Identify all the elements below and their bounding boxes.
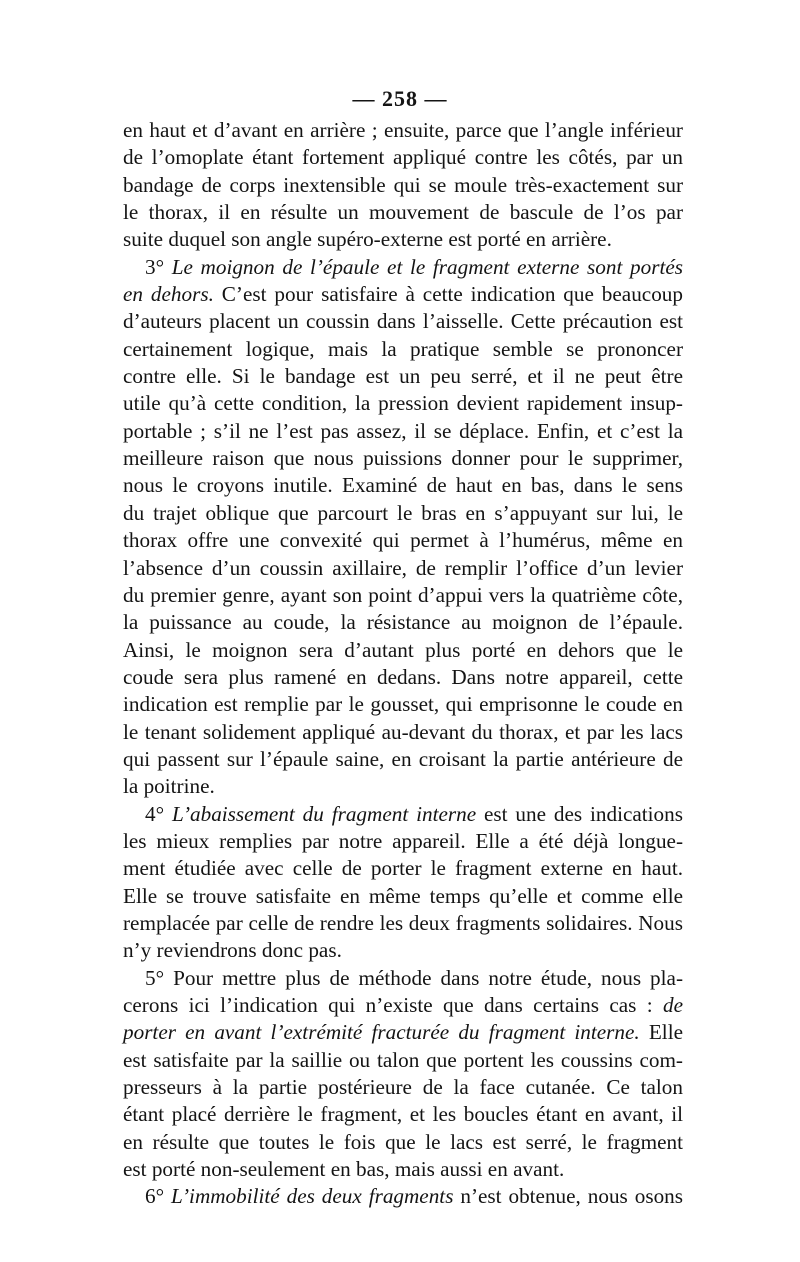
italic-text: porter en avant l’extrémité fracturée du fragment interne. xyxy=(123,1020,640,1045)
text-line xyxy=(123,719,683,746)
text-line xyxy=(123,1129,683,1156)
text-segment: le thorax, il en résulte un mouvement de bascule de l’os par xyxy=(123,200,683,225)
text-segment: en haut et d’avant en arrière ; ensuite, parce que l’angle inférieur xyxy=(123,118,683,142)
text-line xyxy=(123,418,683,445)
text-line xyxy=(123,254,683,281)
text-segment: le tenant solidement appliqué au-devant du thorax, et par les lacs xyxy=(123,719,683,744)
text-segment: la puissance au coude, la résistance au moignon de l’épaule. xyxy=(123,610,683,635)
text-segment: remplacée par celle de rendre les deux fragments solidaires. Nous xyxy=(123,910,683,935)
text-line xyxy=(123,1074,683,1101)
text-line xyxy=(123,363,683,390)
body-text xyxy=(123,117,683,1211)
text-segment: 3° xyxy=(145,254,172,279)
text-segment: coude sera plus ramené en dedans. Dans notre appareil, cette xyxy=(123,664,683,689)
text-segment: portable ; s’il ne l’est pas assez, il se déplace. Enfin, et c’est la xyxy=(123,418,683,443)
text-line xyxy=(123,855,683,882)
text-line xyxy=(123,883,683,910)
text-line xyxy=(123,801,683,828)
text-segment: étant placé derrière le fragment, et les boucles étant en avant, il xyxy=(123,1102,683,1127)
text-segment: bandage de corps inextensible qui se moule très-exactement sur xyxy=(123,172,683,197)
text-segment: est porté non-seulement en bas, mais aussi en avant. xyxy=(123,1157,565,1182)
text-segment: 4° xyxy=(145,801,172,826)
text-line xyxy=(123,555,683,582)
text-segment: C’est pour satisfaire à cette indication que beaucoup xyxy=(213,282,683,307)
text-line xyxy=(123,172,683,199)
text-line xyxy=(123,199,683,226)
text-line xyxy=(123,992,683,1019)
italic-text: L’abaissement du fragment interne xyxy=(171,801,477,826)
text-segment: est satisfaite par la saillie ou talon que portent les coussins com- xyxy=(123,1047,683,1072)
text-segment: presseurs à la partie postérieure de la face cutanée. Ce talon xyxy=(123,1075,683,1100)
text-segment: cerons ici l’indication qui n’existe que dans certains cas : xyxy=(123,993,663,1017)
text-segment: d’auteurs placent un coussin dans l’aisselle. Cette précaution est xyxy=(123,309,683,334)
text-segment: utile qu’à cette condition, la pression devient rapidement insup- xyxy=(123,391,683,416)
italic-text: Le moignon de l’épaule et le fragment externe sont portés xyxy=(171,254,683,279)
text-line xyxy=(123,1156,683,1183)
italic-text: en dehors. xyxy=(123,282,214,307)
text-segment: contre elle. Si le bandage est un peu serré, et il ne peut être xyxy=(123,364,683,389)
text-line xyxy=(123,664,683,691)
text-line xyxy=(123,746,683,773)
text-segment: du trajet oblique que parcourt le bras en s’appuyant sur lui, le xyxy=(123,500,683,525)
text-segment: de l’omoplate étant fortement appliqué contre les côtés, par un xyxy=(123,145,683,170)
italic-text: L’immobilité des deux fragments xyxy=(171,1184,454,1209)
text-segment: 6° xyxy=(145,1184,171,1209)
text-segment: 5° Pour mettre plus de méthode dans notre étude, nous pla- xyxy=(145,965,683,990)
text-segment: n’est obtenue, nous osons xyxy=(453,1184,683,1209)
text-segment: meilleure raison que nous puissions donner pour le supprimer, xyxy=(123,446,683,471)
text-segment: certainement logique, mais la pratique semble se prononcer xyxy=(123,336,683,361)
text-segment: qui passent sur l’épaule saine, en croisant la partie antérieure de xyxy=(123,746,683,771)
text-segment: suite duquel son angle supéro-externe est porté en arrière. xyxy=(123,227,612,252)
text-segment: la poitrine. xyxy=(123,774,215,799)
text-segment: n’y reviendrons donc pas. xyxy=(123,938,342,963)
text-segment: du premier genre, ayant son point d’appui vers la quatrième côte, xyxy=(123,582,683,607)
text-line xyxy=(123,910,683,937)
text-line xyxy=(123,1101,683,1128)
text-line xyxy=(123,527,683,554)
text-line xyxy=(123,773,683,800)
italic-text: de xyxy=(663,993,683,1017)
text-line xyxy=(123,308,683,335)
text-segment: Elle se trouve satisfaite en même temps qu’elle et comme elle xyxy=(123,883,683,908)
text-line xyxy=(123,828,683,855)
text-segment: les mieux remplies par notre appareil. Elle a été déjà longue- xyxy=(123,828,683,853)
text-segment: nous le croyons inutile. Examiné de haut en bas, dans le sens xyxy=(123,473,683,498)
text-segment: est une des indications xyxy=(476,801,683,826)
text-line xyxy=(123,117,683,144)
text-line xyxy=(123,1019,683,1046)
text-segment: ment étudiée avec celle de porter le fragment externe en haut. xyxy=(123,856,683,881)
text-segment: en résulte que toutes le fois que le lacs est serré, le fragment xyxy=(123,1129,683,1154)
text-segment: indication est remplie par le gousset, qui emprisonne le coude en xyxy=(123,692,683,717)
text-segment: l’absence d’un coussin axillaire, de remplir l’office d’un levier xyxy=(123,555,683,580)
text-segment: Elle xyxy=(639,1020,683,1045)
page-number: — 258 — xyxy=(352,86,448,111)
text-line xyxy=(123,226,683,253)
text-line xyxy=(123,937,683,964)
text-line xyxy=(123,500,683,527)
text-line xyxy=(123,445,683,472)
text-line xyxy=(123,1047,683,1074)
text-line xyxy=(123,582,683,609)
text-line xyxy=(123,336,683,363)
text-line xyxy=(123,965,683,992)
text-line xyxy=(123,472,683,499)
text-line xyxy=(123,609,683,636)
text-line xyxy=(123,281,683,308)
text-line xyxy=(123,390,683,417)
text-line xyxy=(123,1183,683,1210)
text-line xyxy=(123,691,683,718)
text-segment: Ainsi, le moignon sera d’autant plus porté en dehors que le xyxy=(123,637,683,662)
text-line xyxy=(123,144,683,171)
text-line xyxy=(123,637,683,664)
text-segment: thorax offre une convexité qui permet à l’humérus, même en xyxy=(123,528,683,553)
